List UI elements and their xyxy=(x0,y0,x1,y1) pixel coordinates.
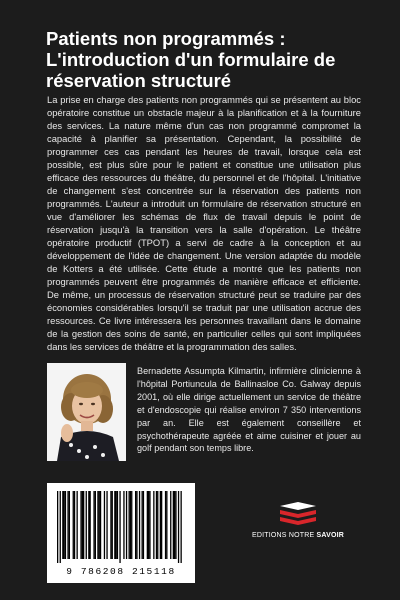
book-title xyxy=(46,28,376,91)
barcode-bar xyxy=(143,491,144,559)
barcode-bar xyxy=(173,491,174,559)
barcode-bar xyxy=(136,491,137,559)
barcode-bar xyxy=(90,491,91,559)
barcode-bar xyxy=(139,491,140,559)
book-summary: La prise en charge des patients non programmés qui se présentent au bloc opératoire constitue un obstacle majeur à la planification et à la fourniture des services. La nature même d'un cas non programmé compromet la capacité à planifier sa présentation. Cependant, la possibilité de programmer ces cas pendant les heures de travail, lorsque cela est possible, est plus sûre pour le patient et constitue une utilisation plus efficace des ressources du théâtre, du personnel et de l'hôpital. L'initiative de changement s'est concentrée sur la réservation des patients non programmés. L'auteur a introduit un formulaire de réservation structuré en vue d'améliorer les schémas de flux de travail depuis le point de réservation jusqu'à la transition vers la salle d'opération. Le théâtre opératoire productif (TPOT) a servi de cadre à la conception et au développement de l'idée de changement. Une version adaptée du modèle de Kotters a été utilisée. Cette étude a montré que les patients non programmés peuvent être programmés de manière efficace et efficiente. De même, un processus de réservation structuré peut se traduire par des économies considérables lorsqu'il se traduit par une utilisation accrue des ressources. Ce livre intéressera les personnes travaillant dans le domaine de la gestion des soins de santé, en particulier celles qui sont impliquées dans les services de théâtre et la programmation des salles. xyxy=(47,94,361,352)
barcode-bar xyxy=(77,491,78,559)
publisher-name xyxy=(248,532,348,539)
barcode-bar xyxy=(161,491,162,559)
barcode-bar xyxy=(116,491,117,559)
barcode-bar xyxy=(126,491,127,559)
barcode-bar xyxy=(112,491,113,559)
barcode-bar xyxy=(181,491,182,563)
barcode-bar xyxy=(156,491,157,559)
barcode-bars xyxy=(47,483,195,565)
title-line-2: L'introduction d'un formulaire de xyxy=(46,49,336,70)
barcode-bar xyxy=(60,491,61,563)
barcode-bar xyxy=(170,491,171,559)
barcode-bar xyxy=(62,491,63,559)
barcode-bar xyxy=(174,491,175,559)
publisher-logo-icon xyxy=(276,500,320,528)
barcode-bar xyxy=(165,491,166,559)
barcode-bar xyxy=(130,491,131,559)
barcode-bar xyxy=(153,491,154,559)
isbn-number: 9 786208 215118 xyxy=(66,566,176,577)
barcode-bar xyxy=(69,491,70,559)
barcode-bar xyxy=(67,491,68,559)
barcode-bar xyxy=(80,491,81,559)
barcode-bar xyxy=(117,491,118,559)
barcode-bar xyxy=(131,491,132,559)
barcode-bar xyxy=(149,491,150,559)
barcode-bar xyxy=(178,491,179,563)
barcode-bar xyxy=(99,491,100,559)
barcode-bar xyxy=(73,491,74,559)
barcode-bar xyxy=(166,491,167,559)
barcode-bar xyxy=(123,491,124,559)
barcode-bar xyxy=(119,491,120,563)
barcode-bar xyxy=(82,491,83,559)
publisher-name-bold: SAVOIR xyxy=(316,532,344,539)
barcode-bar xyxy=(74,491,75,559)
title-line-1: Patients non programmés : xyxy=(46,28,286,49)
barcode-bar xyxy=(175,491,176,559)
barcode-bar xyxy=(114,491,115,559)
barcode-bar xyxy=(106,491,107,559)
barcode-bar xyxy=(157,491,158,559)
author-photo xyxy=(47,363,126,461)
author-bio: Bernadette Assumpta Kilmartin, infirmière clinicienne à l'hôpital Portiuncula de Ballinasloe Co. Galway depuis 2001, où elle dirige actuellement un service de théâtre et d'endoscopie qui réalise environ 7 350 interventions par an. Elle est également conseillère et psychothérapeute agréée et aime cuisiner et jouer au golf pendant son temps libre. xyxy=(137,366,361,454)
barcode-bar xyxy=(129,491,130,559)
barcode-bar xyxy=(110,491,111,559)
isbn-barcode xyxy=(47,483,195,583)
barcode-bar xyxy=(160,491,161,559)
barcode-bar xyxy=(104,491,105,559)
publisher-name-mid: NOTRE xyxy=(288,532,317,539)
barcode-bar xyxy=(147,491,148,559)
barcode-bar xyxy=(135,491,136,559)
barcode-bar xyxy=(64,491,65,559)
barcode-bar xyxy=(97,491,98,559)
barcode-bar xyxy=(57,491,58,563)
barcode-bar xyxy=(142,491,143,559)
publisher-name-prefix: EDITIONS xyxy=(252,532,289,539)
barcode-bar xyxy=(88,491,89,559)
barcode-bar xyxy=(86,491,87,559)
barcode-bar xyxy=(148,491,149,559)
publisher-block xyxy=(248,500,348,560)
barcode-bar xyxy=(83,491,84,559)
barcode-bar xyxy=(65,491,66,559)
title-line-3: réservation structuré xyxy=(46,70,232,91)
barcode-bar xyxy=(95,491,96,559)
barcode-bar xyxy=(100,491,101,559)
barcode-bar xyxy=(93,491,94,559)
